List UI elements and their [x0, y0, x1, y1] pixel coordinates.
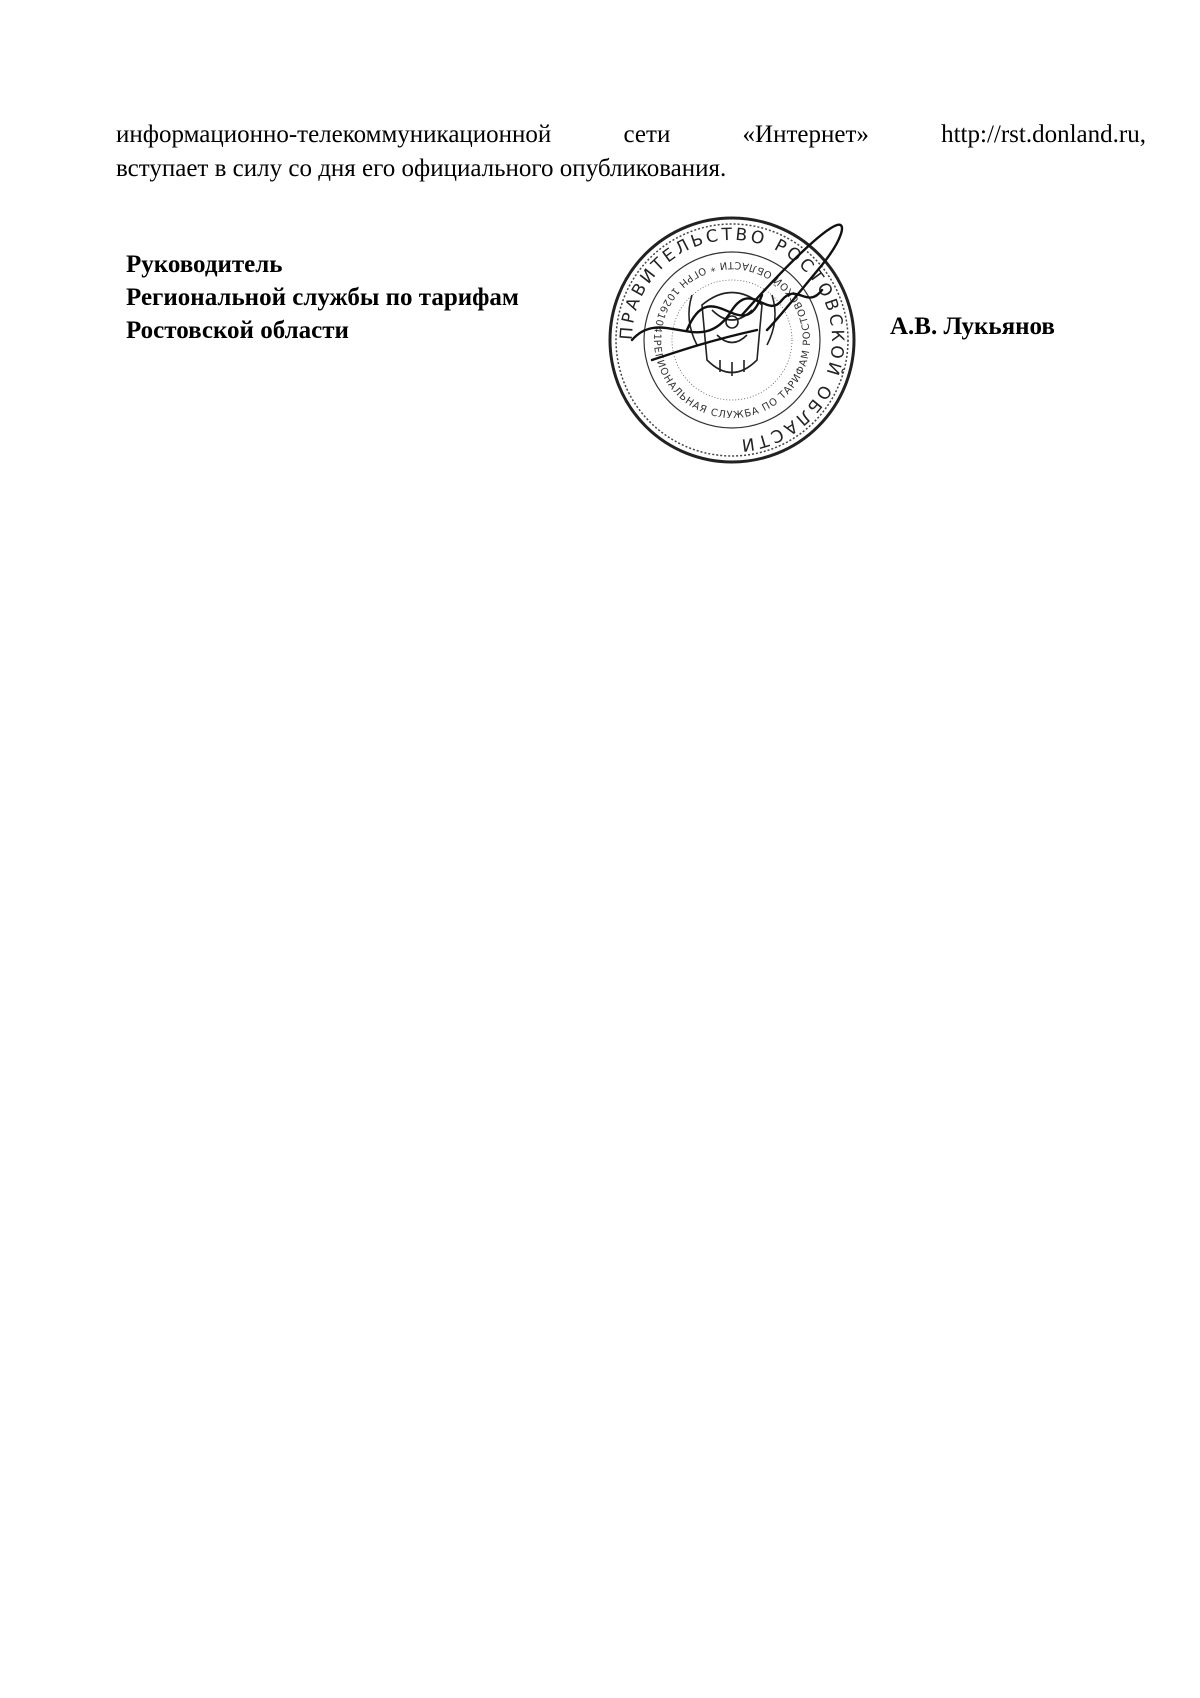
website-url: http://rst.donland.ru,: [941, 121, 1146, 148]
paragraph-word: сети: [623, 121, 671, 148]
closing-paragraph: [116, 118, 1146, 186]
seal-inner-text: РЕГИОНАЛЬНАЯ СЛУЖБА ПО ТАРИФАМ РОСТОВСКОЙ ОБЛАСТИ * ОГРН 10261041: [650, 258, 814, 422]
paragraph-line-2: вступает в силу со дня его официального опубликования.: [116, 155, 727, 182]
seal-outer-text: ПРАВИТЕЛЬСТВО РОСТОВСКОЙ ОБЛАСТИ: [616, 224, 848, 456]
position-line-2: Региональной службы по тарифам: [126, 284, 519, 311]
position-line-1: Руководитель: [126, 251, 283, 278]
signatory-position: [126, 248, 519, 347]
paragraph-word: информационно-телекоммуникационной: [116, 121, 552, 148]
seal-stamp-icon: [592, 210, 872, 470]
position-line-3: Ростовской области: [126, 317, 349, 344]
signatory-name: А.В. Лукьянов: [890, 313, 1055, 340]
paragraph-word: «Интернет»: [742, 121, 869, 148]
paragraph-line-1: [116, 118, 1146, 152]
official-seal: [592, 210, 872, 470]
